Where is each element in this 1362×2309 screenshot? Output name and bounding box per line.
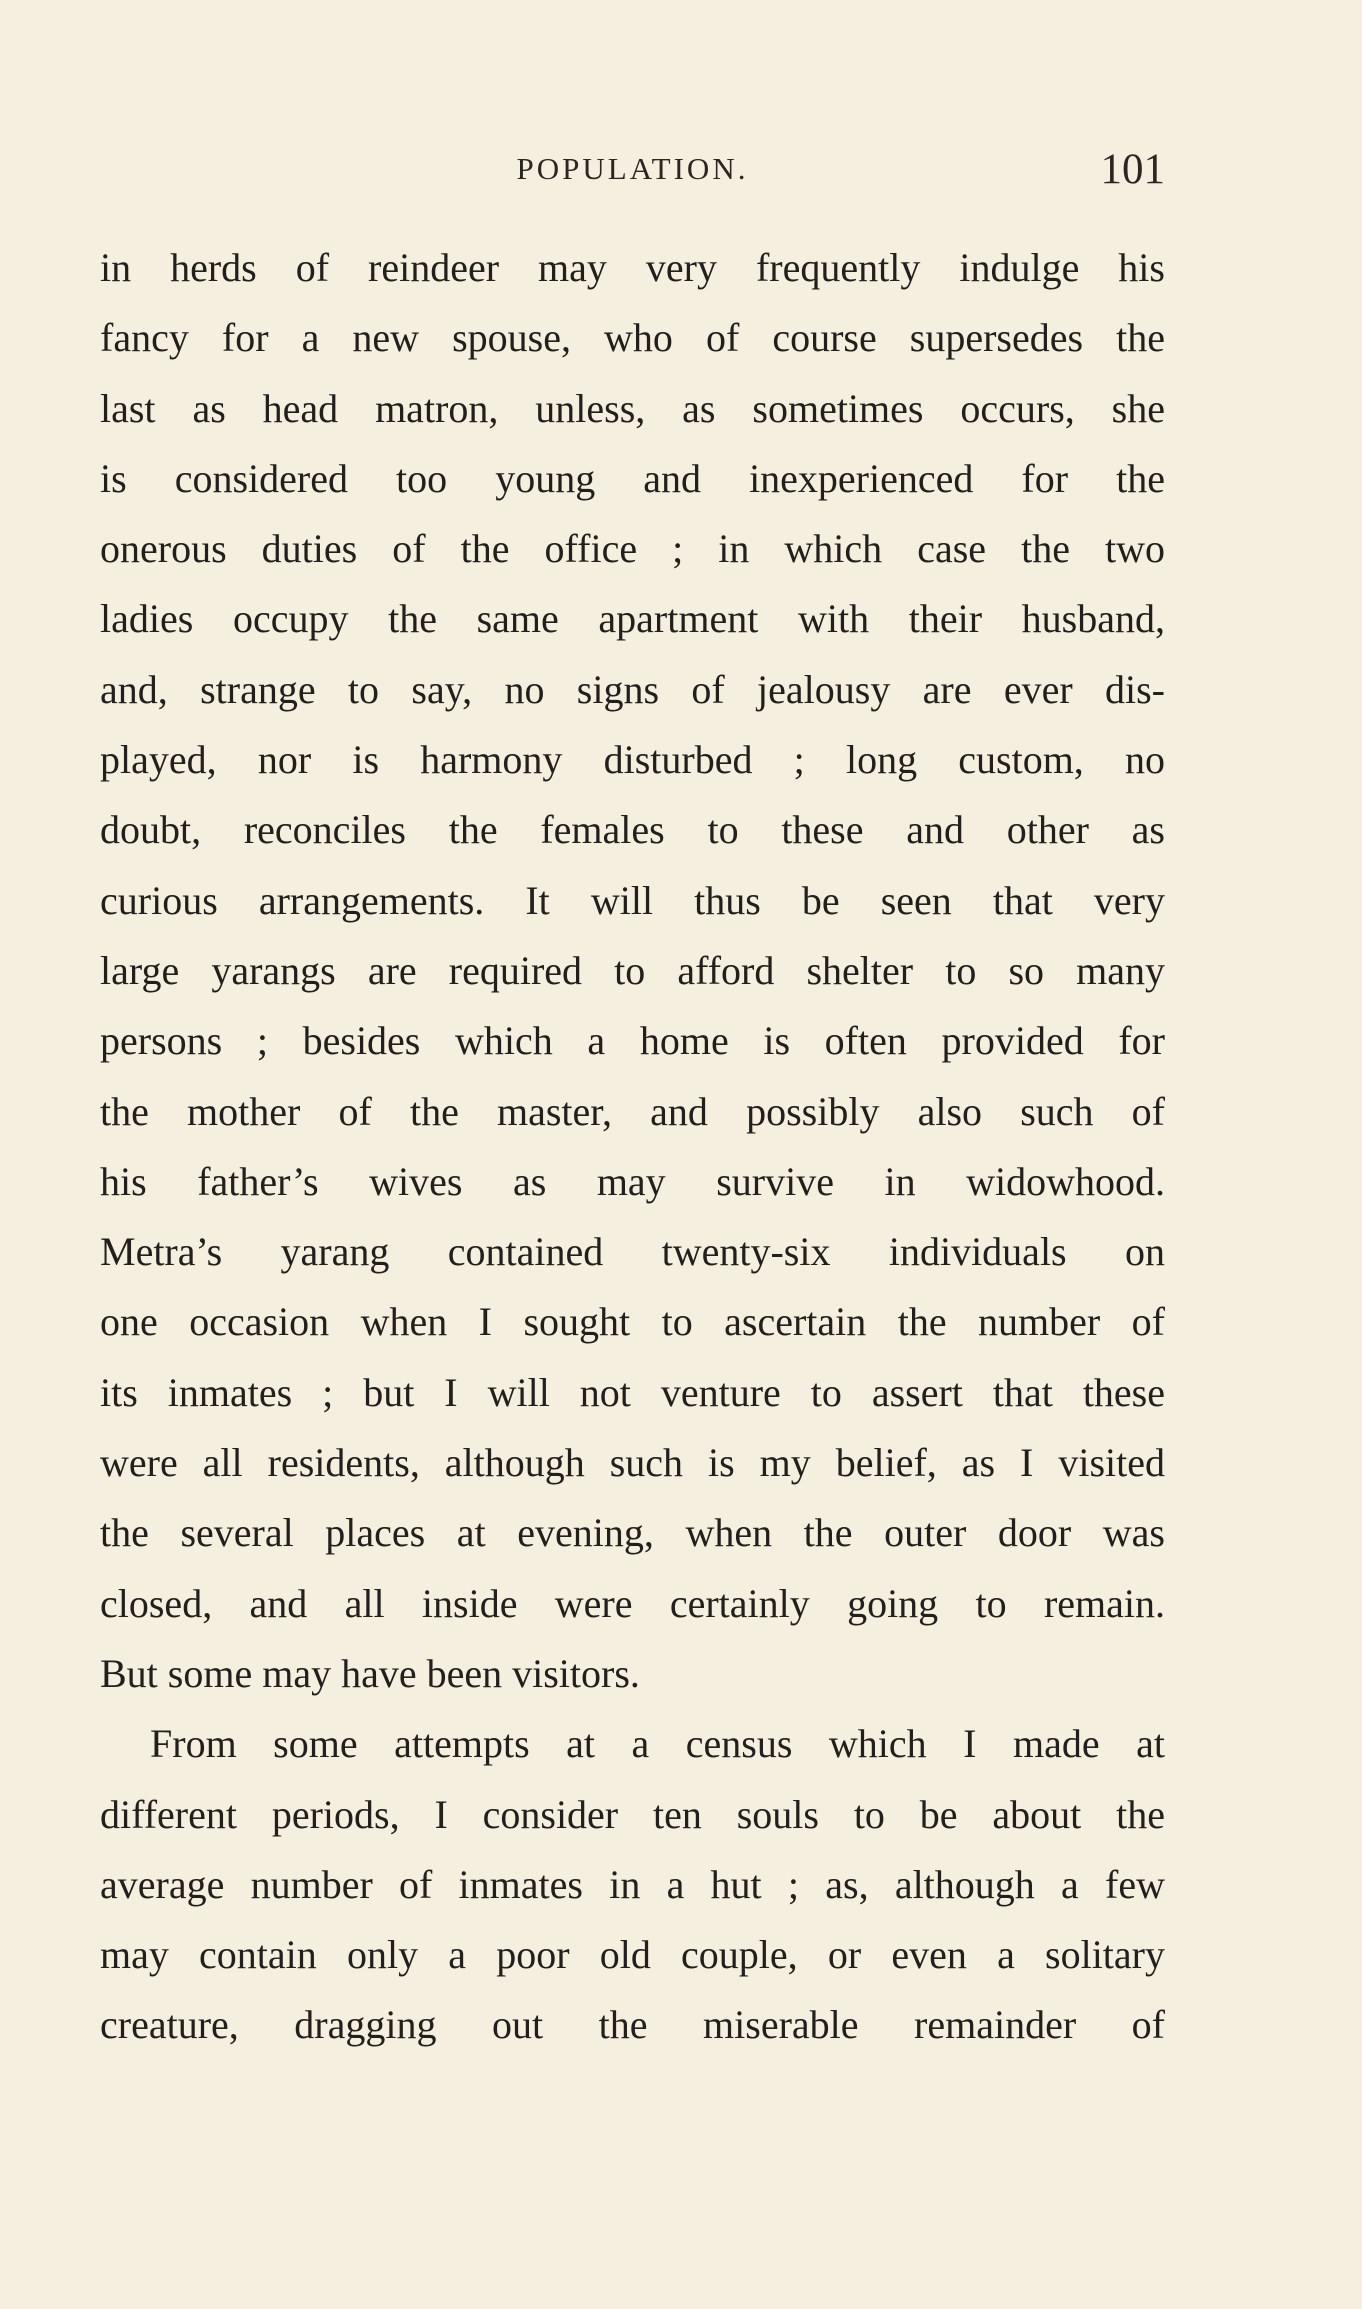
text-line: closed, and all inside were certainly going to remain. [100,1580,1165,1626]
text-line: were all residents, although such is my belief, as I visited [100,1440,1165,1486]
text-line: large yarangs are required to afford shelter to so many [100,947,1165,993]
text-line: last as head matron, unless, as sometimes occurs, she [100,385,1165,431]
text-line: onerous duties of the office ; in which case the two [100,526,1165,572]
text-line: in herds of reindeer may very frequently indulge his [100,245,1165,290]
text-line: and, strange to say, no signs of jealousy are ever dis- [100,666,1165,712]
text-line: doubt, reconciles the females to these and other as [100,807,1165,853]
text-line: Metra’s yarang contained twenty-six individuals on [100,1229,1165,1275]
text-line: persons ; besides which a home is often provided for [100,1018,1165,1064]
running-head [100,145,1165,205]
body-text [100,233,1165,2061]
text-line: played, nor is harmony disturbed ; long custom, no [100,737,1165,783]
text-line: fancy for a new spouse, who of course supersedes the [100,315,1165,361]
text-line: the mother of the master, and possibly also such of [100,1088,1165,1134]
text-line: average number of inmates in a hut ; as, although a few [100,1861,1165,1907]
text-line: But some may have been visitors. [100,1650,640,1696]
paragraph [100,233,1165,1709]
text-line: is considered too young and inexperienced for the [100,455,1165,501]
text-line: the several places at evening, when the outer door was [100,1510,1165,1556]
text-line: ladies occupy the same apartment with their husband, [100,596,1165,642]
page-number: 101 [1100,146,1165,193]
text-line: one occasion when I sought to ascertain the number of [100,1299,1165,1345]
text-line: his father’s wives as may survive in widowhood. [100,1158,1165,1204]
paragraph [100,1709,1165,2060]
text-line: curious arrangements. It will thus be seen that very [100,877,1165,923]
text-line: its inmates ; but I will not venture to assert that these [100,1369,1165,1415]
text-line: creature, dragging out the miserable remainder of [100,2002,1165,2048]
running-head-title: POPULATION. [516,151,749,186]
text-line: different periods, I consider ten souls to be about the [100,1791,1165,1837]
text-line: may contain only a poor old couple, or even a solitary [100,1932,1165,1978]
text-line: From some attempts at a census which I made at [150,1721,1165,1767]
